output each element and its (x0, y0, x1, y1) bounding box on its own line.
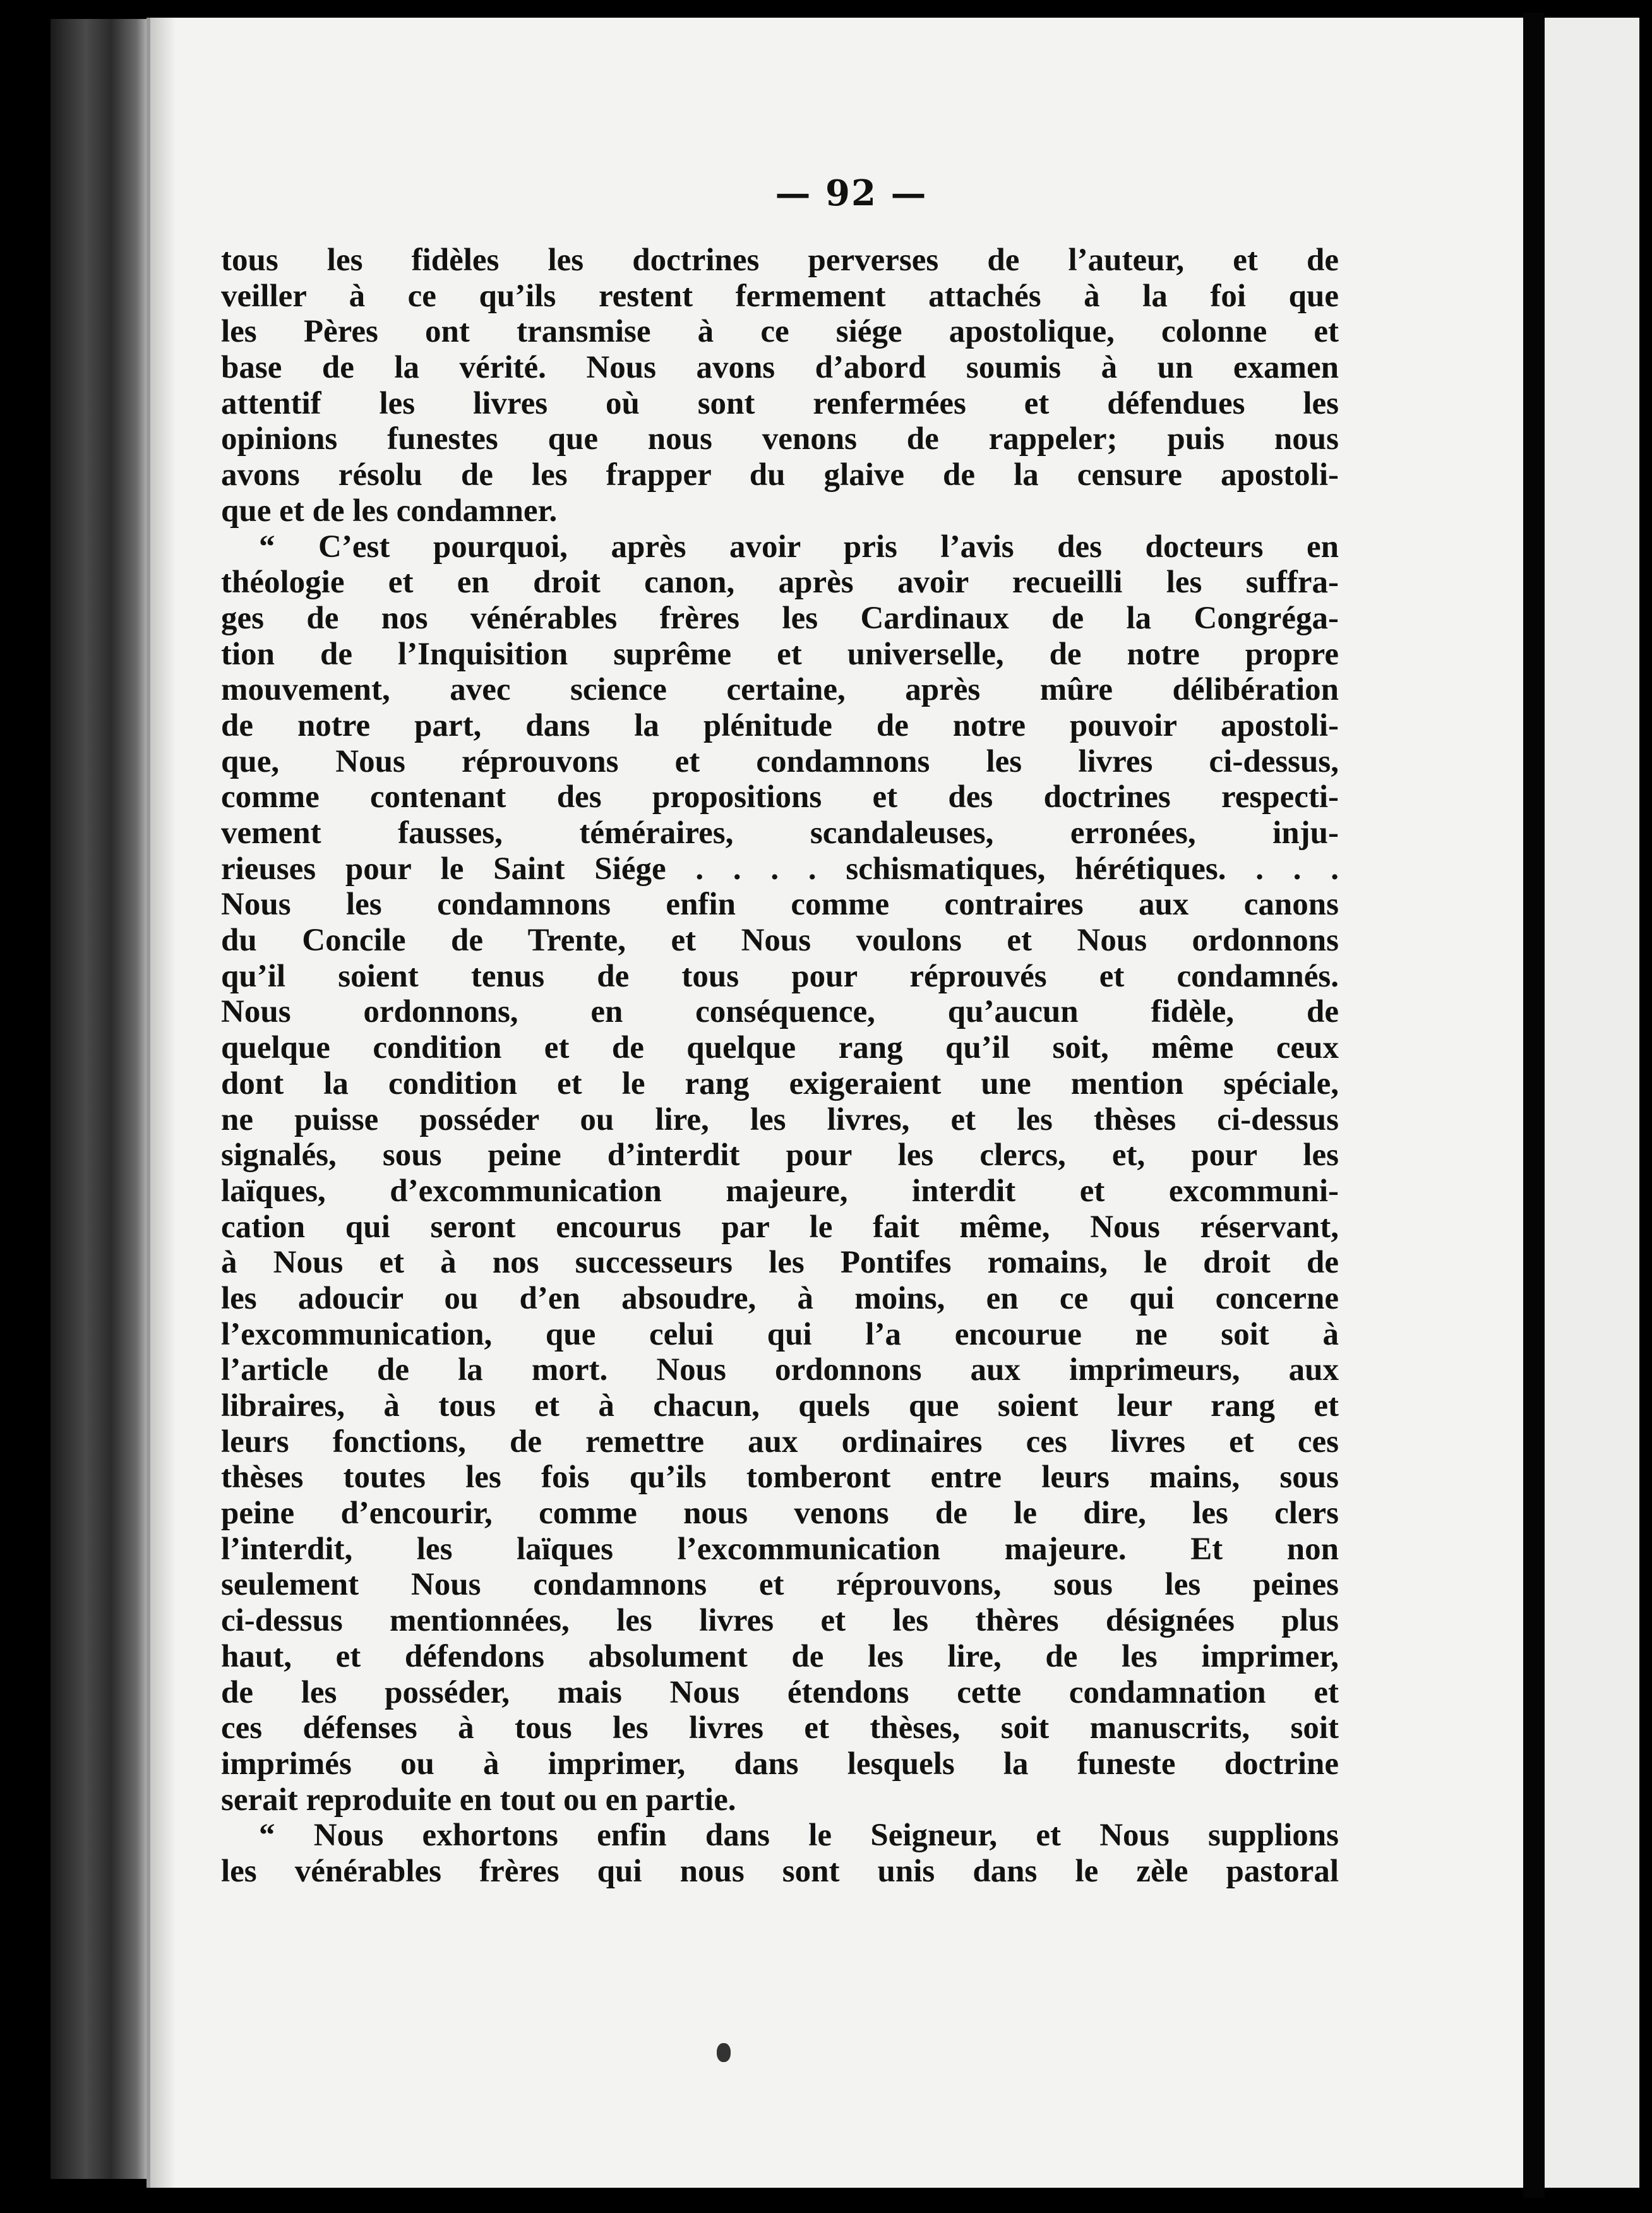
adjacent-page-edge (1545, 18, 1639, 2188)
text-line: laïques, d’excommunication majeure, interdit et excommuni- (221, 1173, 1339, 1209)
text-line: que, Nous réprouvons et condamnons les livres ci-dessus, (221, 743, 1339, 779)
text-line: Nous ordonnons, en conséquence, qu’aucun fidèle, de (221, 994, 1339, 1030)
ink-blot (717, 2043, 731, 2062)
page-gutter-shadow (1523, 13, 1545, 2198)
text-line: signalés, sous peine d’interdit pour les clercs, et, pour les (221, 1137, 1339, 1173)
text-line: de notre part, dans la plénitude de notre pouvoir apostoli- (221, 707, 1339, 743)
text-line: “ Nous exhortons enfin dans le Seigneur, et Nous supplions (259, 1818, 1339, 1854)
text-line: Nous les condamnons enfin comme contraires aux canons (221, 887, 1339, 923)
text-line: du Concile de Trente, et Nous voulons et Nous ordonnons (221, 923, 1339, 959)
text-line: de les posséder, mais Nous étendons cette condamnation et (221, 1674, 1339, 1710)
text-line: seulement Nous condamnons et réprouvons, sous les peines (221, 1567, 1339, 1603)
text-line: mouvement, avec science certaine, après mûre délibération (221, 672, 1339, 708)
text-line: libraires, à tous et à chacun, quels que soient leur rang et (221, 1388, 1339, 1424)
text-line: que et de les condamner. (221, 493, 558, 529)
book-binding (51, 19, 152, 2179)
text-line: avons résolu de les frapper du glaive de la censure apostoli- (221, 457, 1339, 493)
text-line: ces défenses à tous les livres et thèses, soit manuscrits, soit (221, 1710, 1339, 1746)
text-line: ne puisse posséder ou lire, les livres, et les thèses ci-dessus (221, 1101, 1339, 1137)
text-line: qu’il soient tenus de tous pour réprouvés et condamnés. (221, 958, 1339, 994)
text-line: les vénérables frères qui nous sont unis dans le zèle pastoral (221, 1853, 1339, 1889)
text-line: l’excommunication, que celui qui l’a encourue ne soit à (221, 1316, 1339, 1352)
text-line: ci-dessus mentionnées, les livres et les thères désignées plus (221, 1603, 1339, 1639)
body-text (221, 243, 1339, 1890)
text-line: dont la condition et le rang exigeraient une mention spéciale, (221, 1065, 1339, 1101)
text-line: à Nous et à nos successeurs les Pontifes romains, le droit de (221, 1245, 1339, 1281)
text-line: quelque condition et de quelque rang qu’il soit, même ceux (221, 1030, 1339, 1066)
text-line: serait reproduite en tout ou en partie. (221, 1782, 736, 1818)
text-line: thèses toutes les fois qu’ils tomberont entre leurs mains, sous (221, 1460, 1339, 1496)
text-line: l’interdit, les laïques l’excommunication majeure. Et non (221, 1531, 1339, 1567)
text-line: peine d’encourir, comme nous venons de le dire, les clers (221, 1496, 1339, 1532)
text-line: veiller à ce qu’ils restent fermement attachés à la foi que (221, 278, 1339, 314)
text-line: leurs fonctions, de remettre aux ordinaires ces livres et ces (221, 1424, 1339, 1460)
text-line: comme contenant des propositions et des doctrines respecti- (221, 779, 1339, 815)
text-line: les adoucir ou d’en absoudre, à moins, en ce qui concerne (221, 1280, 1339, 1316)
text-line: rieuses pour le Saint Siége . . . . schismatiques, hérétiques. . . . (221, 851, 1339, 887)
text-line: ges de nos vénérables frères les Cardinaux de la Congréga- (221, 600, 1339, 636)
text-line: tion de l’Inquisition suprême et universelle, de notre propre (221, 636, 1339, 672)
text-line: théologie et en droit canon, après avoir recueilli les suffra- (221, 565, 1339, 601)
text-line: vement fausses, téméraires, scandaleuses, erronées, inju- (221, 815, 1339, 851)
text-line: opinions funestes que nous venons de rappeler; puis nous (221, 421, 1339, 457)
text-line: attentif les livres où sont renfermées et défendues les (221, 385, 1339, 421)
text-line: “ C’est pourquoi, après avoir pris l’avis des docteurs en (259, 529, 1339, 565)
text-line: base de la vérité. Nous avons d’abord soumis à un examen (221, 350, 1339, 386)
page-number: — 92 — (775, 172, 928, 214)
text-line: imprimés ou à imprimer, dans lesquels la funeste doctrine (221, 1746, 1339, 1782)
text-line: tous les fidèles les doctrines perverses de l’auteur, et de (221, 243, 1339, 278)
text-line: haut, et défendons absolument de les lire, de les imprimer, (221, 1638, 1339, 1674)
text-line: cation qui seront encourus par le fait même, Nous réservant, (221, 1209, 1339, 1245)
text-line: les Pères ont transmise à ce siége apostolique, colonne et (221, 314, 1339, 350)
text-line: l’article de la mort. Nous ordonnons aux imprimeurs, aux (221, 1352, 1339, 1388)
